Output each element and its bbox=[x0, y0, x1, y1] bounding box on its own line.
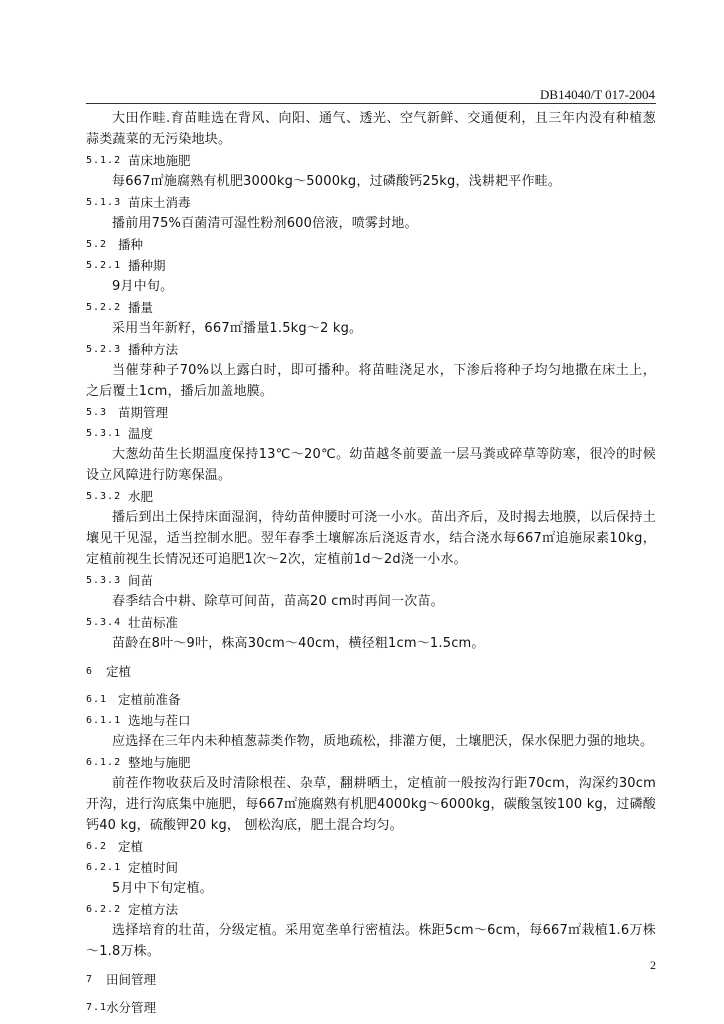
section-title: 播量 bbox=[128, 300, 154, 315]
section-number: 5.3.3 bbox=[86, 575, 122, 586]
paragraph: 选择培育的壮苗，分级定植。采用宽垄单行密植法。株距5cm～6cm，每667㎡栽植1.6万株～1.8万株。 bbox=[86, 923, 656, 959]
section-title: 温度 bbox=[128, 426, 154, 441]
section-number: 6.1 bbox=[86, 694, 108, 705]
section-title: 播种 bbox=[118, 237, 144, 252]
section-number: 5.3 bbox=[86, 407, 108, 418]
section-number: 6.2.1 bbox=[86, 862, 122, 873]
section-heading bbox=[86, 486, 656, 507]
section-heading bbox=[86, 710, 656, 731]
section-title: 选地与茬口 bbox=[128, 713, 191, 728]
section-number: 5.1.2 bbox=[86, 155, 122, 166]
section-heading bbox=[86, 570, 656, 591]
section-heading bbox=[86, 752, 656, 773]
section-heading bbox=[86, 899, 656, 920]
paragraph: 每667㎡施腐熟有机肥3000kg～5000kg，过磷酸钙25kg，浅耕耙平作畦。 bbox=[112, 174, 562, 189]
paragraph: 大葱幼苗生长期温度保持13℃～20℃。幼苗越冬前要盖一层马粪或碎草等防寒，很冷的时候设立风障进行防寒保温。 bbox=[86, 447, 656, 483]
section-number: 6.2.2 bbox=[86, 904, 122, 915]
paragraph: 春季结合中耕、除草可间苗，苗高20 cm时再间一次苗。 bbox=[112, 594, 444, 609]
section-heading bbox=[86, 423, 656, 444]
section-title: 播种期 bbox=[128, 258, 166, 273]
paragraph: 9月中旬。 bbox=[112, 279, 174, 294]
section-heading bbox=[86, 997, 656, 1018]
section-heading bbox=[86, 255, 656, 276]
section-title: 苗期管理 bbox=[118, 405, 169, 420]
paragraph: 前茬作物收获后及时清除根茬、杂草，翻耕晒土，定植前一般按沟行距70cm，沟深约30cm开沟，进行沟底集中施肥，每667㎡施腐熟有机肥4000kg～6000kg，碳酸氢铵100 kg，过磷酸钙40 kg，硫酸钾20 kg， 刨松沟底，肥土混合均匀。 bbox=[86, 776, 656, 833]
paragraph: 5月中下旬定植。 bbox=[112, 881, 213, 896]
section-number: 6.1.2 bbox=[86, 757, 122, 768]
section-title: 苗床地施肥 bbox=[128, 153, 191, 168]
paragraph: 当催芽种子70%以上露白时，即可播种。将苗畦浇足水，下渗后将种子均匀地撒在床土上，之后覆土1cm，播后加盖地膜。 bbox=[86, 363, 656, 399]
section-number: 7 bbox=[86, 974, 94, 985]
section-heading bbox=[86, 192, 656, 213]
section-number: 5.3.1 bbox=[86, 428, 122, 439]
section-number: 5.2.1 bbox=[86, 260, 122, 271]
section-heading bbox=[86, 969, 656, 990]
section-heading bbox=[86, 297, 656, 318]
section-number: 5.2 bbox=[86, 239, 108, 250]
section-title: 定植方法 bbox=[128, 902, 179, 917]
section-title: 播种方法 bbox=[128, 342, 179, 357]
section-number: 6.2 bbox=[86, 841, 108, 852]
header-rule bbox=[86, 103, 656, 104]
document-number: DB14040/T 017-2004 bbox=[540, 87, 655, 102]
section-number: 6 bbox=[86, 666, 94, 677]
section-heading bbox=[86, 612, 656, 633]
section-number: 5.2.2 bbox=[86, 302, 122, 313]
section-title: 定植 bbox=[118, 839, 144, 854]
section-heading bbox=[86, 402, 656, 423]
section-heading bbox=[86, 661, 656, 682]
section-number: 5.1.3 bbox=[86, 197, 122, 208]
section-title: 定植前准备 bbox=[118, 692, 181, 707]
section-heading bbox=[86, 836, 656, 857]
paragraph: 播前用75%百菌清可湿性粉剂600倍液，喷雾封地。 bbox=[112, 216, 418, 231]
section-title: 壮苗标准 bbox=[128, 615, 179, 630]
page-number: 2 bbox=[650, 958, 656, 972]
paragraph: 采用当年新籽，667㎡播量1.5kg～2 kg。 bbox=[112, 321, 363, 336]
section-heading bbox=[86, 857, 656, 878]
section-title: 水分管理 bbox=[106, 1000, 157, 1015]
document-body bbox=[86, 108, 656, 1022]
section-number: 5.3.4 bbox=[86, 617, 122, 628]
section-title: 苗床土消毒 bbox=[128, 195, 191, 210]
section-number: 7.1 bbox=[86, 1002, 108, 1013]
section-title: 定植时间 bbox=[128, 860, 179, 875]
section-title: 间苗 bbox=[128, 573, 154, 588]
section-heading bbox=[86, 150, 656, 171]
section-title: 整地与施肥 bbox=[128, 755, 191, 770]
section-number: 6.1.1 bbox=[86, 715, 122, 726]
paragraph: 苗龄在8叶～9叶，株高30cm～40cm，横径粗1cm～1.5cm。 bbox=[112, 636, 485, 651]
section-number: 5.3.2 bbox=[86, 491, 122, 502]
section-heading bbox=[86, 689, 656, 710]
section-heading bbox=[86, 339, 656, 360]
paragraph: 播后到出土保持床面湿润，待幼苗伸腰时可浇一小水。苗出齐后，及时揭去地膜，以后保持土壤见干见湿，适当控制水肥。翌年春季土壤解冻后浇返青水，结合浇水每667㎡追施尿素10kg，定植前视生长情况还可追肥1次～2次，定植前1d～2d浇一小水。 bbox=[86, 510, 656, 567]
section-number: 5.2.3 bbox=[86, 344, 122, 355]
paragraph: 大田作畦.育苗畦选在背风、向阳、通气、透光、空气新鲜、交通便利，且三年内没有种植葱蒜类蔬菜的无污染地块。 bbox=[86, 111, 656, 147]
paragraph: 应选择在三年内未种植葱蒜类作物，质地疏松，排灌方便，土壤肥沃，保水保肥力强的地块。 bbox=[112, 734, 654, 749]
section-title: 田间管理 bbox=[106, 972, 157, 987]
section-title: 水肥 bbox=[128, 489, 154, 504]
section-heading bbox=[86, 234, 656, 255]
section-title: 定植 bbox=[106, 664, 132, 679]
